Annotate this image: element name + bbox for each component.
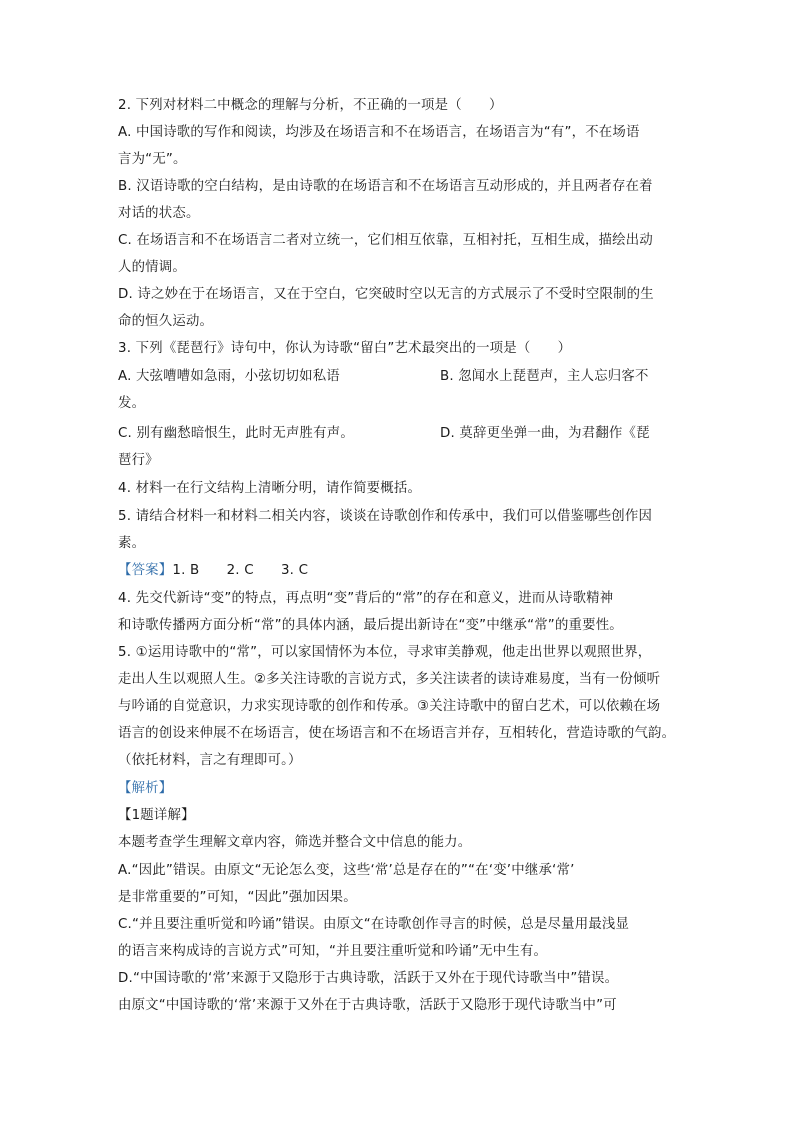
answer-choices: 1. B 2. C 3. C (172, 563, 309, 578)
answer-5-line-3: 与吟诵的自觉意识，力求实现诗歌的创作和传承。③关注诗歌中的留白艺术，可以依赖在场 (118, 699, 661, 714)
q2-option-b-cont: 对话的状态。 (118, 206, 200, 221)
q3-option-d: D. 莫辞更坐弹一曲，为君翻作《琵 (440, 426, 650, 441)
answer-line (118, 562, 308, 580)
q2-option-c-cont: 人的情调。 (118, 260, 186, 275)
detail-line-6: D.“中国诗歌的‘常’来源于又隐形于古典诗歌，活跃于又外在于现代诗歌当中”错误。 (118, 971, 619, 986)
question-5: 5. 请结合材料一和材料二相关内容，谈谈在诗歌创作和传承中，我们可以借鉴哪些创作因 (118, 509, 653, 524)
question-4: 4. 材料一在行文结构上清晰分明，请作简要概括。 (118, 481, 422, 496)
q3-option-d-cont: 琶行》 (118, 453, 159, 468)
q2-option-d: D. 诗之妙在于在场语言，又在于空白，它突破时空以无言的方式展示了不受时空限制的生 (118, 287, 654, 302)
answer-4-line-1: 4. 先交代新诗“变”的特点，再点明“变”背后的“常”的存在和意义，进而从诗歌精神 (118, 591, 614, 606)
q3-option-c: C. 别有幽愁暗恨生，此时无声胜有声。 (118, 426, 354, 441)
q2-option-d-cont: 命的恒久运动。 (118, 314, 214, 329)
analysis-tag: 【解析】 (118, 781, 173, 796)
question-3-stem: 3. 下列《琵琶行》诗句中，你认为诗歌“留白”艺术最突出的一项是（ ） (118, 341, 572, 356)
q2-option-a: A. 中国诗歌的写作和阅读，均涉及在场语言和不在场语言，在场语言为“有”，不在场语 (118, 125, 640, 140)
detail-1-tag: 【1题详解】 (118, 808, 195, 823)
detail-line-3: 是非常重要的”可知，“因此”强加因果。 (118, 890, 357, 905)
q2-option-b: B. 汉语诗歌的空白结构，是由诗歌的在场语言和不在场语言互动形成的，并且两者存在着 (118, 179, 653, 194)
detail-line-4: C.“并且要注重听觉和吟诵”错误。由原文“在诗歌创作寻言的时候，总是尽量用最浅显 (118, 917, 630, 932)
answer-5-line-4: 语言的创设来伸展不在场语言，使在场语言和不在场语言并存，互相转化，营造诗歌的气韵。 (118, 726, 676, 741)
q3-option-a: A. 大弦嘈嘈如急雨，小弦切切如私语 (118, 369, 340, 384)
question-5-cont: 素。 (118, 536, 146, 551)
q2-option-c: C. 在场语言和不在场语言二者对立统一，它们相互依靠，互相衬托，互相生成，描绘出动 (118, 233, 653, 248)
q3-option-b-cont: 发。 (118, 396, 146, 411)
answer-5-line-5: （依托材料，言之有理即可。） (118, 753, 302, 768)
answer-5-line-2: 走出人生以观照人生。②多关注诗歌的言说方式，多关注读者的读诗难易度，当有一份倾听 (118, 672, 661, 687)
detail-line-2: A.“因此”错误。由原文“无论怎么变，这些‘常’总是存在的”“在‘变’中继承‘常’ (118, 863, 575, 878)
answer-5-line-1: 5. ①运用诗歌中的“常”，可以家国情怀为本位，寻求审美静观，他走出世界以观照世界， (118, 645, 652, 660)
question-2-stem: 2. 下列对材料二中概念的理解与分析，不正确的一项是（ ） (118, 98, 503, 113)
detail-line-5: 的语言来构成诗的言说方式”可知，“并且要注重听觉和吟诵”无中生有。 (118, 944, 548, 959)
q3-option-b: B. 忽闻水上琵琶声，主人忘归客不 (440, 369, 649, 384)
answer-4-line-2: 和诗歌传播两方面分析“常”的具体内涵，最后提出新诗在“变”中继承“常”的重要性。 (118, 618, 623, 633)
detail-line-7: 由原文“中国诗歌的‘常’来源于又外在于古典诗歌，活跃于又隐形于现代诗歌当中”可 (118, 998, 617, 1013)
answer-tag: 【答案】 (118, 563, 173, 578)
q2-option-a-cont: 言为“无”。 (118, 152, 187, 167)
detail-line-1: 本题考查学生理解文章内容，筛选并整合文中信息的能力。 (118, 835, 472, 850)
